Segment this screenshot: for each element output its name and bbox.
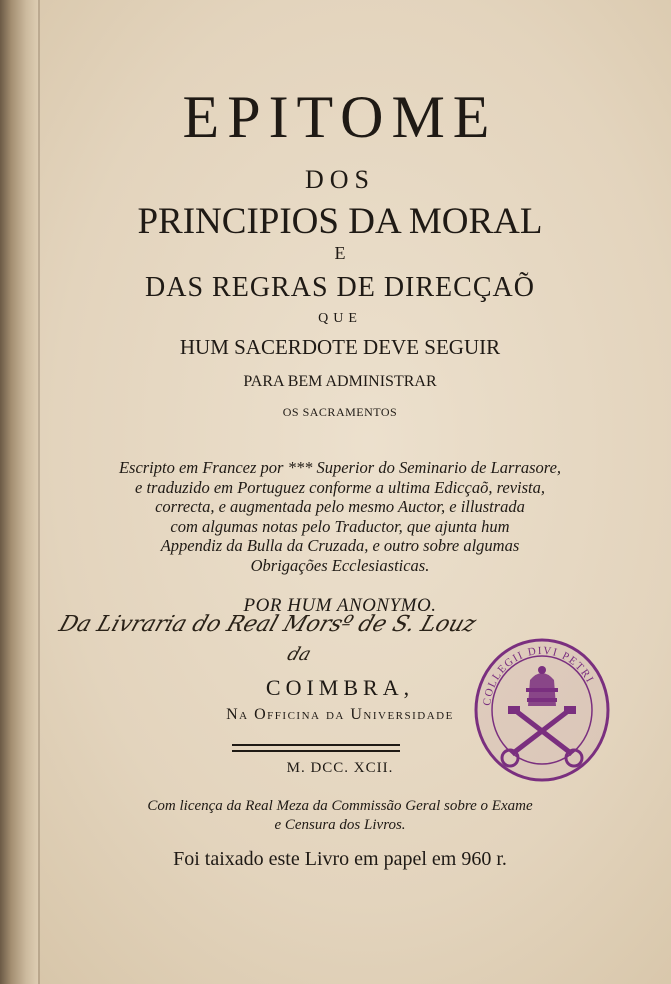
title-administrar: PARA BEM ADMINISTRAR: [243, 373, 437, 390]
license-line: e Censura dos Livros.: [274, 817, 406, 833]
description-block: [40, 458, 640, 575]
license-block: [40, 797, 640, 835]
license-line: Com licença da Real Meza da Commissão Geral sobre o Exame: [147, 798, 533, 814]
handwritten-line: da: [284, 644, 314, 665]
page-gutter: [0, 0, 38, 984]
title-que: QUE: [318, 311, 362, 326]
title-sacerdote: HUM SACERDOTE DEVE SEGUIR: [179, 335, 501, 359]
description-line: Appendiz da Bulla da Cruzada, e outro sobre algumas: [160, 536, 520, 555]
title-epitome: EPITOME: [182, 84, 498, 150]
price-note: Foi taixado este Livro em papel em 960 r.: [173, 848, 507, 870]
description-line: Obrigações Ecclesiasticas.: [250, 555, 430, 575]
double-rule-bottom: [232, 750, 400, 752]
title-dos: DOS: [304, 165, 375, 194]
description-line: e traduzido em Portuguez conforme a ultima Edicçaõ, revista,: [135, 477, 545, 497]
handwritten-line: Da Livraria do Real Morsº de S. Louz: [55, 612, 480, 637]
imprint-year: M. DCC. XCII.: [286, 760, 394, 776]
description-line: Escripto em Francez por *** Superior do Seminario de Larrasore,: [118, 458, 562, 477]
description-line: correcta, e augmentada pelo mesmo Auctor, e illustrada: [155, 497, 525, 516]
library-stamp: [472, 636, 612, 784]
imprint-press: Na Officina da Universidade: [226, 706, 454, 723]
stamp-text: COLLEGII DIVI PETRI: [481, 644, 597, 707]
author-line: POR HUM ANONYMO.: [243, 595, 437, 616]
double-rule-top: [232, 744, 400, 746]
imprint-city: COIMBRA,: [265, 675, 415, 700]
title-sacramentos: OS SACRAMENTOS: [282, 405, 398, 419]
title-regras: DAS REGRAS DE DIRECÇAÕ: [145, 272, 535, 303]
stamp-seal-icon: [472, 636, 612, 784]
title-e: E: [334, 243, 346, 263]
title-principios: PRINCIPIOS DA MORAL: [137, 201, 543, 242]
description-line: com algumas notas pelo Traductor, que ajunta hum: [170, 516, 510, 536]
